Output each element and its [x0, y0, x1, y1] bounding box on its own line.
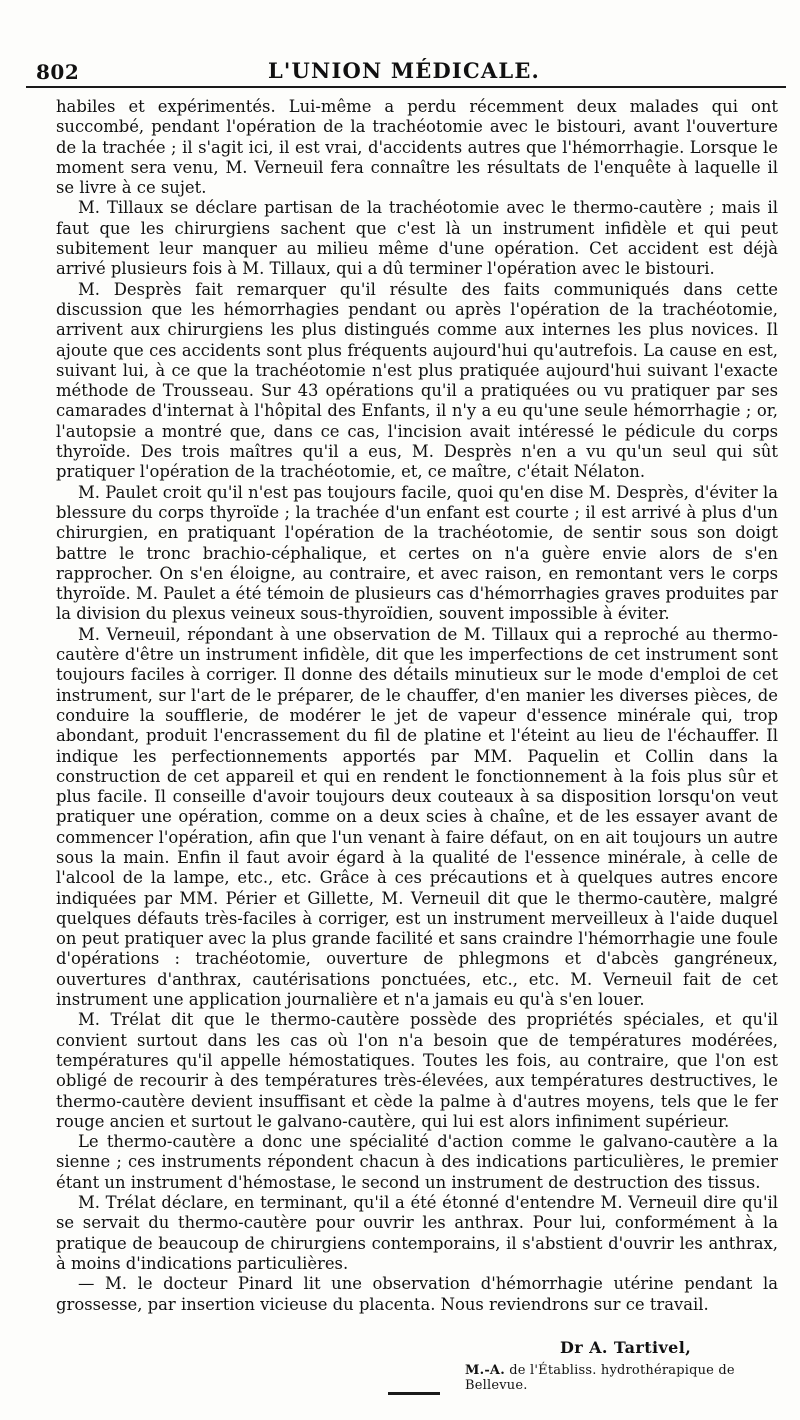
author-signature: Dr A. Tartivel,	[560, 1338, 692, 1357]
paragraph-pinard: — M. le docteur Pinard lit une observation d'hémorrhagie utérine pendant la grossesse, par insertion vicieuse du placenta. Nous reviendrons sur ce travail.	[56, 1274, 778, 1314]
paragraph-trelat-2: M. Trélat déclare, en terminant, qu'il a été étonné d'entendre M. Verneuil dire qu'il se servait du thermo-cautère pour ouvrir les anthrax. Pour lui, conformément à la pratique de beaucoup de chirurgiens contemporains, il s'abstient d'ouvrir les anthrax, à moins d'indications particulières.	[56, 1193, 778, 1273]
affiliation-text: de l'Établiss. hydrothérapique de Bellevue.	[465, 1363, 735, 1393]
affiliation-prefix: M.-A.	[465, 1363, 505, 1378]
paragraph-paulet: M. Paulet croit qu'il n'est pas toujours facile, quoi qu'en dise M. Desprès, d'éviter la blessure du corps thyroïde ; la trachée d'un enfant est courte ; il est arrivé à plus d'un chirurgien, en pratiquant l'opération de la trachéotomie, de sentir sous son doigt battre le tronc brachio-céphalique, et certes on n'a guère envie alors de s'en rapprocher. On s'en éloigne, au contraire, et avec raison, en remontant vers le corps thyroïde. M. Paulet a été témoin de plusieurs cas d'hémorrhagies graves produites par la division du plexus veineux sous-thyroïdien, souvent impossible à éviter.	[56, 482, 778, 624]
author-affiliation	[465, 1363, 800, 1393]
paragraph-despres: M. Desprès fait remarquer qu'il résulte des faits communiqués dans cette discussion que les hémorrhagies pendant ou après l'opération de la trachéotomie, arrivent aux chirurgiens les plus distingués comme aux internes les plus novices. Il ajoute que ces accidents sont plus fréquents aujourd'hui qu'autrefois. La cause en est, suivant lui, à ce que la trachéotomie n'est plus pratiquée aujourd'hui suivant l'exacte méthode de Trousseau. Sur 43 opérations qu'il a pratiquées ou vu pratiquer par ses camarades d'internat à l'hôpital des Enfants, il n'y a eu qu'une seule hémorrhagie ; or, l'autopsie a montré que, dans ce cas, l'incision avait intéressé le pédicule du corps thyroïde. Des trois maîtres qu'il a eus, M. Desprès n'en a vu qu'un seul qui sût pratiquer l'opération de la trachéotomie, et, ce maître, c'était Nélaton.	[56, 279, 778, 482]
paragraph-tillaux: M. Tillaux se déclare partisan de la trachéotomie avec le thermo-cautère ; mais il faut que les chirurgiens sachent que c'est là un instrument infidèle et qui peut subitement leur manquer au milieu même d'une opération. Cet accident est déjà arrivé plusieurs fois à M. Tillaux, qui a dû terminer l'opération avec le bistouri.	[56, 198, 778, 279]
end-rule	[388, 1392, 440, 1395]
paragraph-thermo-cautere: Le thermo-cautère a donc une spécialité d'action comme le galvano-cautère a la sienne ; ces instruments répondent chacun à des indications particulières, le premier étant un instrument d'hémostase, le second un instrument de destruction des tissus.	[56, 1132, 778, 1192]
paragraph-verneuil: M. Verneuil, répondant à une observation de M. Tillaux qui a reproché au thermo-cautère d'être un instrument infidèle, dit que les imperfections de cet instrument sont toujours faciles à corriger. Il donne des détails minutieux sur le mode d'emploi de cet instrument, sur l'art de le préparer, de le chauffer, d'en manier les diverses pièces, de conduire la soufflerie, de modérer le jet de vapeur d'essence minérale qui, trop abondant, produit l'encrassement du fil de platine et l'éteint au lieu de l'échauffer. Il indique les perfectionnements apportés par MM. Paquelin et Collin dans la construction de cet appareil et qui en rendent le fonctionnement à la fois plus sûr et plus facile. Il conseille d'avoir toujours deux couteaux à sa disposition lorsqu'on veut pratiquer une opération, comme on a deux scies à chaîne, et de les essayer avant de commencer l'opération, afin que l'un venant à faire défaut, on en ait toujours un autre sous la main. Enfin il faut avoir égard à la qualité de l'essence minérale, à celle de l'alcool de la lampe, etc., etc. Grâce à ces précautions et à quelques autres encore indiquées par MM. Périer et Gillette, M. Verneuil dit que le thermo-cautère, malgré quelques défauts très-faciles à corriger, est un instrument merveilleux à l'aide duquel on peut pratiquer avec la plus grande facilité et sans craindre l'hémorrhagie une foule d'opérations : trachéotomie, ouverture de phlegmons et d'abcès gangréneux, ouvertures d'anthrax, cautérisations ponctuées, etc., etc. M. Verneuil fait de cet instrument une application journalière et n'a jamais eu qu'à s'en louer.	[56, 624, 778, 1010]
journal-title: L'UNION MÉDICALE.	[267, 58, 541, 83]
paragraph-continuation: habiles et expérimentés. Lui-même a perdu récemment deux malades qui ont succombé, pendant l'opération de la trachéotomie avec le bistouri, avant l'ouverture de la trachée ; il s'agit ici, il est vrai, d'accidents autres que l'hémorrhagie. Lorsque le moment sera venu, M. Verneuil fera connaître les résultats de l'enquête à laquelle il se livre à ce sujet.	[56, 97, 778, 198]
header-rule	[26, 86, 786, 88]
paragraph-trelat-1: M. Trélat dit que le thermo-cautère possède des propriétés spéciales, et qu'il convient surtout dans les cas où l'on n'a besoin que de températures modérées, températures qu'il appelle hémostatiques. Toutes les fois, au contraire, que l'on est obligé de recourir à des températures très-élevées, aux températures destructives, le thermo-cautère devient insuffisant et cède la palme à d'autres moyens, tels que le fer rouge ancien et surtout le galvano-cautère, qui lui est alors infiniment supérieur.	[56, 1010, 778, 1131]
page-header	[30, 52, 778, 84]
article-body	[56, 97, 778, 1315]
page-number: 802	[36, 60, 80, 84]
